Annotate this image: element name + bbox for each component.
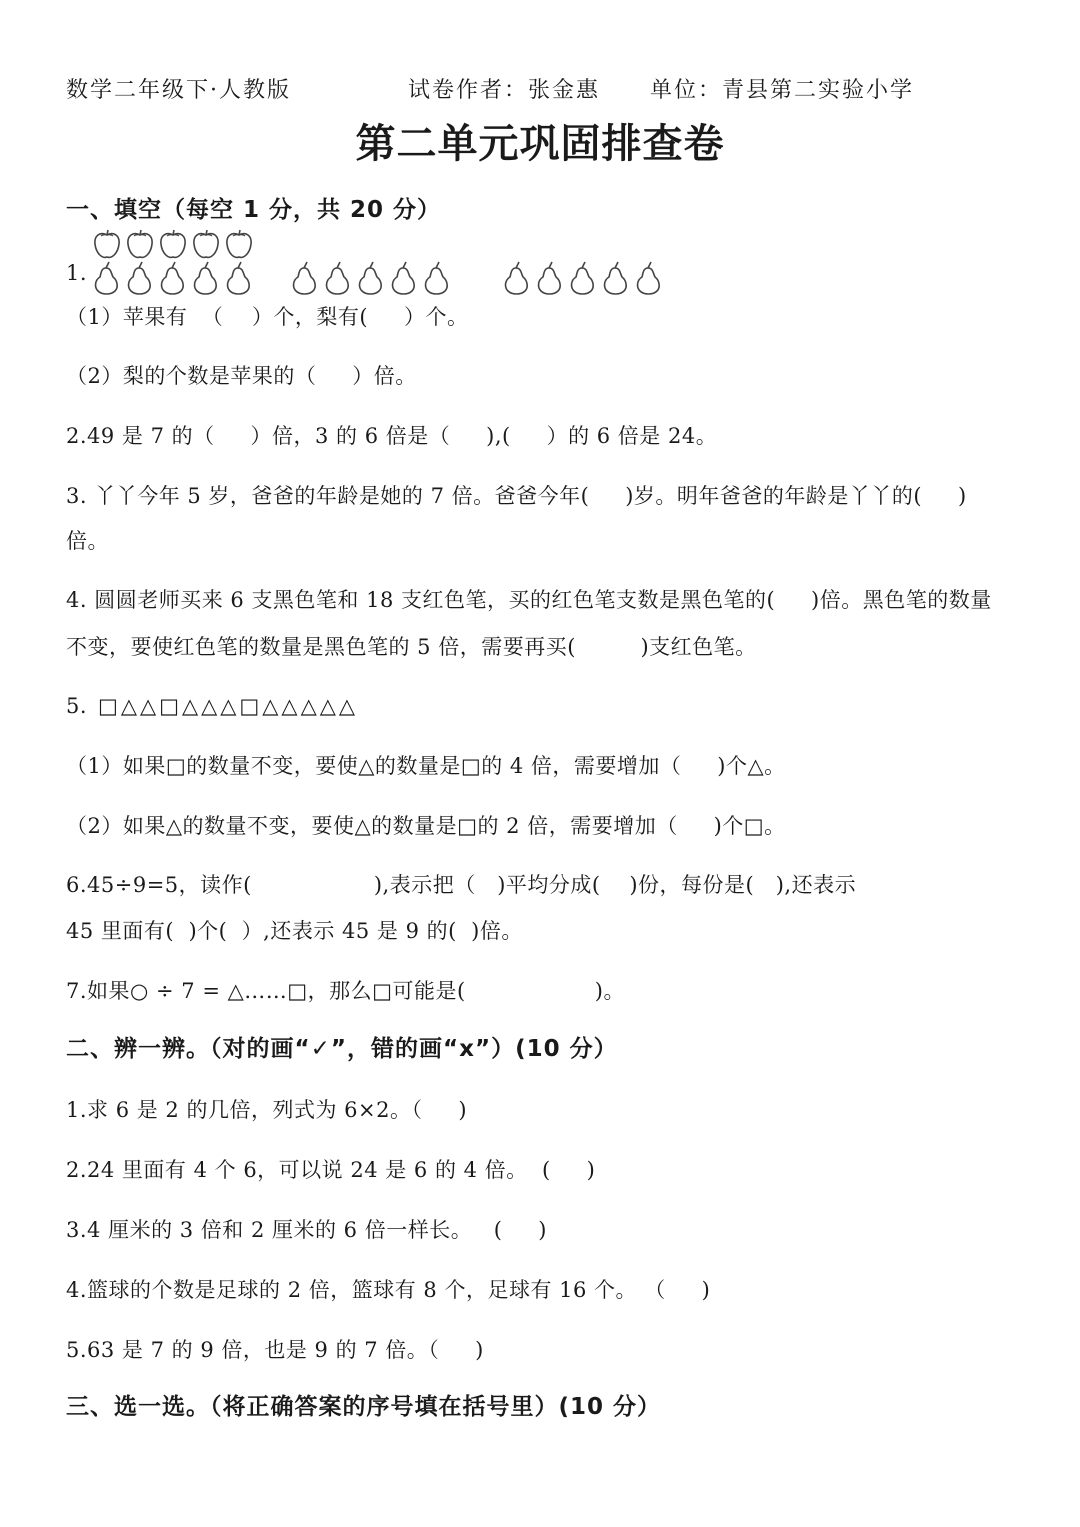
pear-icon <box>327 262 349 294</box>
pear-icon <box>96 262 118 294</box>
q2: 2.49 是 7 的（ ）倍，3 的 6 倍是（ ),( ）的 6 倍是 24。 <box>66 424 718 448</box>
q7: 7.如果○ ÷ 7 = △……□，那么□可能是( )。 <box>66 979 625 1003</box>
pear-icon <box>360 262 382 294</box>
q6-line1: 6.45÷9=5，读作( ),表示把（ )平均分成( )份，每份是( ),还表示 <box>66 873 857 897</box>
q4-line2: 不变，要使红色笔的数量是黑色笔的 5 倍，需要再买( )支红色笔。 <box>66 635 757 659</box>
judge-item-5: 5.63 是 7 的 9 倍，也是 9 的 7 倍。（ ) <box>66 1338 484 1362</box>
pear-icon <box>228 262 250 294</box>
header-grade: 数学二年级下·人教版 <box>66 78 291 103</box>
pear-icons <box>92 260 262 298</box>
judge-item-1: 1.求 6 是 2 的几倍，列式为 6×2。（ ) <box>66 1098 468 1122</box>
judge-item-4: 4.篮球的个数是足球的 2 倍，篮球有 8 个，足球有 16 个。 （ ) <box>66 1278 711 1302</box>
section2-heading: 二、辨一辨。（对的画“✓”，错的画“x”）(10 分） <box>66 1036 618 1062</box>
q3-line2: 倍。 <box>66 529 109 553</box>
q5-shapes: □△△□△△△□△△△△△ <box>98 694 359 718</box>
judge-item-2: 2.24 里面有 4 个 6，可以说 24 是 6 的 4 倍。 ( ) <box>66 1158 596 1182</box>
pear-icon <box>129 262 151 294</box>
q3-line1: 3. 丫丫今年 5 岁，爸爸的年龄是她的 7 倍。爸爸今年( )岁。明年爸爸的年龄是丫丫的( ) <box>66 484 967 508</box>
pear-icon <box>162 262 184 294</box>
apple-icon <box>128 230 152 257</box>
pear-icon <box>393 262 415 294</box>
section3-heading: 三、选一选。（将正确答案的序号填在括号里）(10 分） <box>66 1394 662 1420</box>
q6-line2: 45 里面有( )个( ）,还表示 45 是 9 的( )倍。 <box>66 919 523 943</box>
q1-part2: （2）梨的个数是苹果的（ ）倍。 <box>66 364 417 388</box>
apple-row <box>92 228 262 262</box>
pear-icon <box>539 262 561 294</box>
pear-icons <box>290 260 460 298</box>
pear-group-3 <box>502 260 672 298</box>
apple-icon <box>161 230 185 257</box>
apple-icon <box>95 230 119 257</box>
apple-icons <box>92 228 262 262</box>
pear-icon <box>638 262 660 294</box>
header-author: 试卷作者：张金惠 <box>408 78 601 103</box>
q5-part1: （1）如果□的数量不变，要使△的数量是□的 4 倍，需要增加（ )个△。 <box>66 754 786 778</box>
pear-icon <box>426 262 448 294</box>
q1-number: 1. <box>66 261 88 285</box>
pear-icon <box>572 262 594 294</box>
section1-heading: 一、填空（每空 1 分，共 20 分） <box>66 197 442 223</box>
pear-icon <box>605 262 627 294</box>
page-title: 第二单元巩固排查卷 <box>355 121 725 167</box>
pear-icon <box>294 262 316 294</box>
pear-icon <box>195 262 217 294</box>
header-unit: 单位：青县第二实验小学 <box>650 78 915 103</box>
q5-part2: （2）如果△的数量不变，要使△的数量是□的 2 倍，需要增加（ )个□。 <box>66 814 786 838</box>
apple-icon <box>194 230 218 257</box>
q5-number: 5. <box>66 694 88 718</box>
q4-line1: 4. 圆圆老师买来 6 支黑色笔和 18 支红色笔，买的红色笔支数是黑色笔的( )倍。黑色笔的数量 <box>66 588 992 612</box>
pear-group-1 <box>92 260 262 298</box>
pear-group-2 <box>290 260 460 298</box>
apple-icon <box>227 230 251 257</box>
q1-part1: （1）苹果有 （ ）个，梨有( ）个。 <box>66 305 469 329</box>
judge-item-3: 3.4 厘米的 3 倍和 2 厘米的 6 倍一样长。 ( ) <box>66 1218 547 1242</box>
pear-icons <box>502 260 672 298</box>
pear-icon <box>506 262 528 294</box>
